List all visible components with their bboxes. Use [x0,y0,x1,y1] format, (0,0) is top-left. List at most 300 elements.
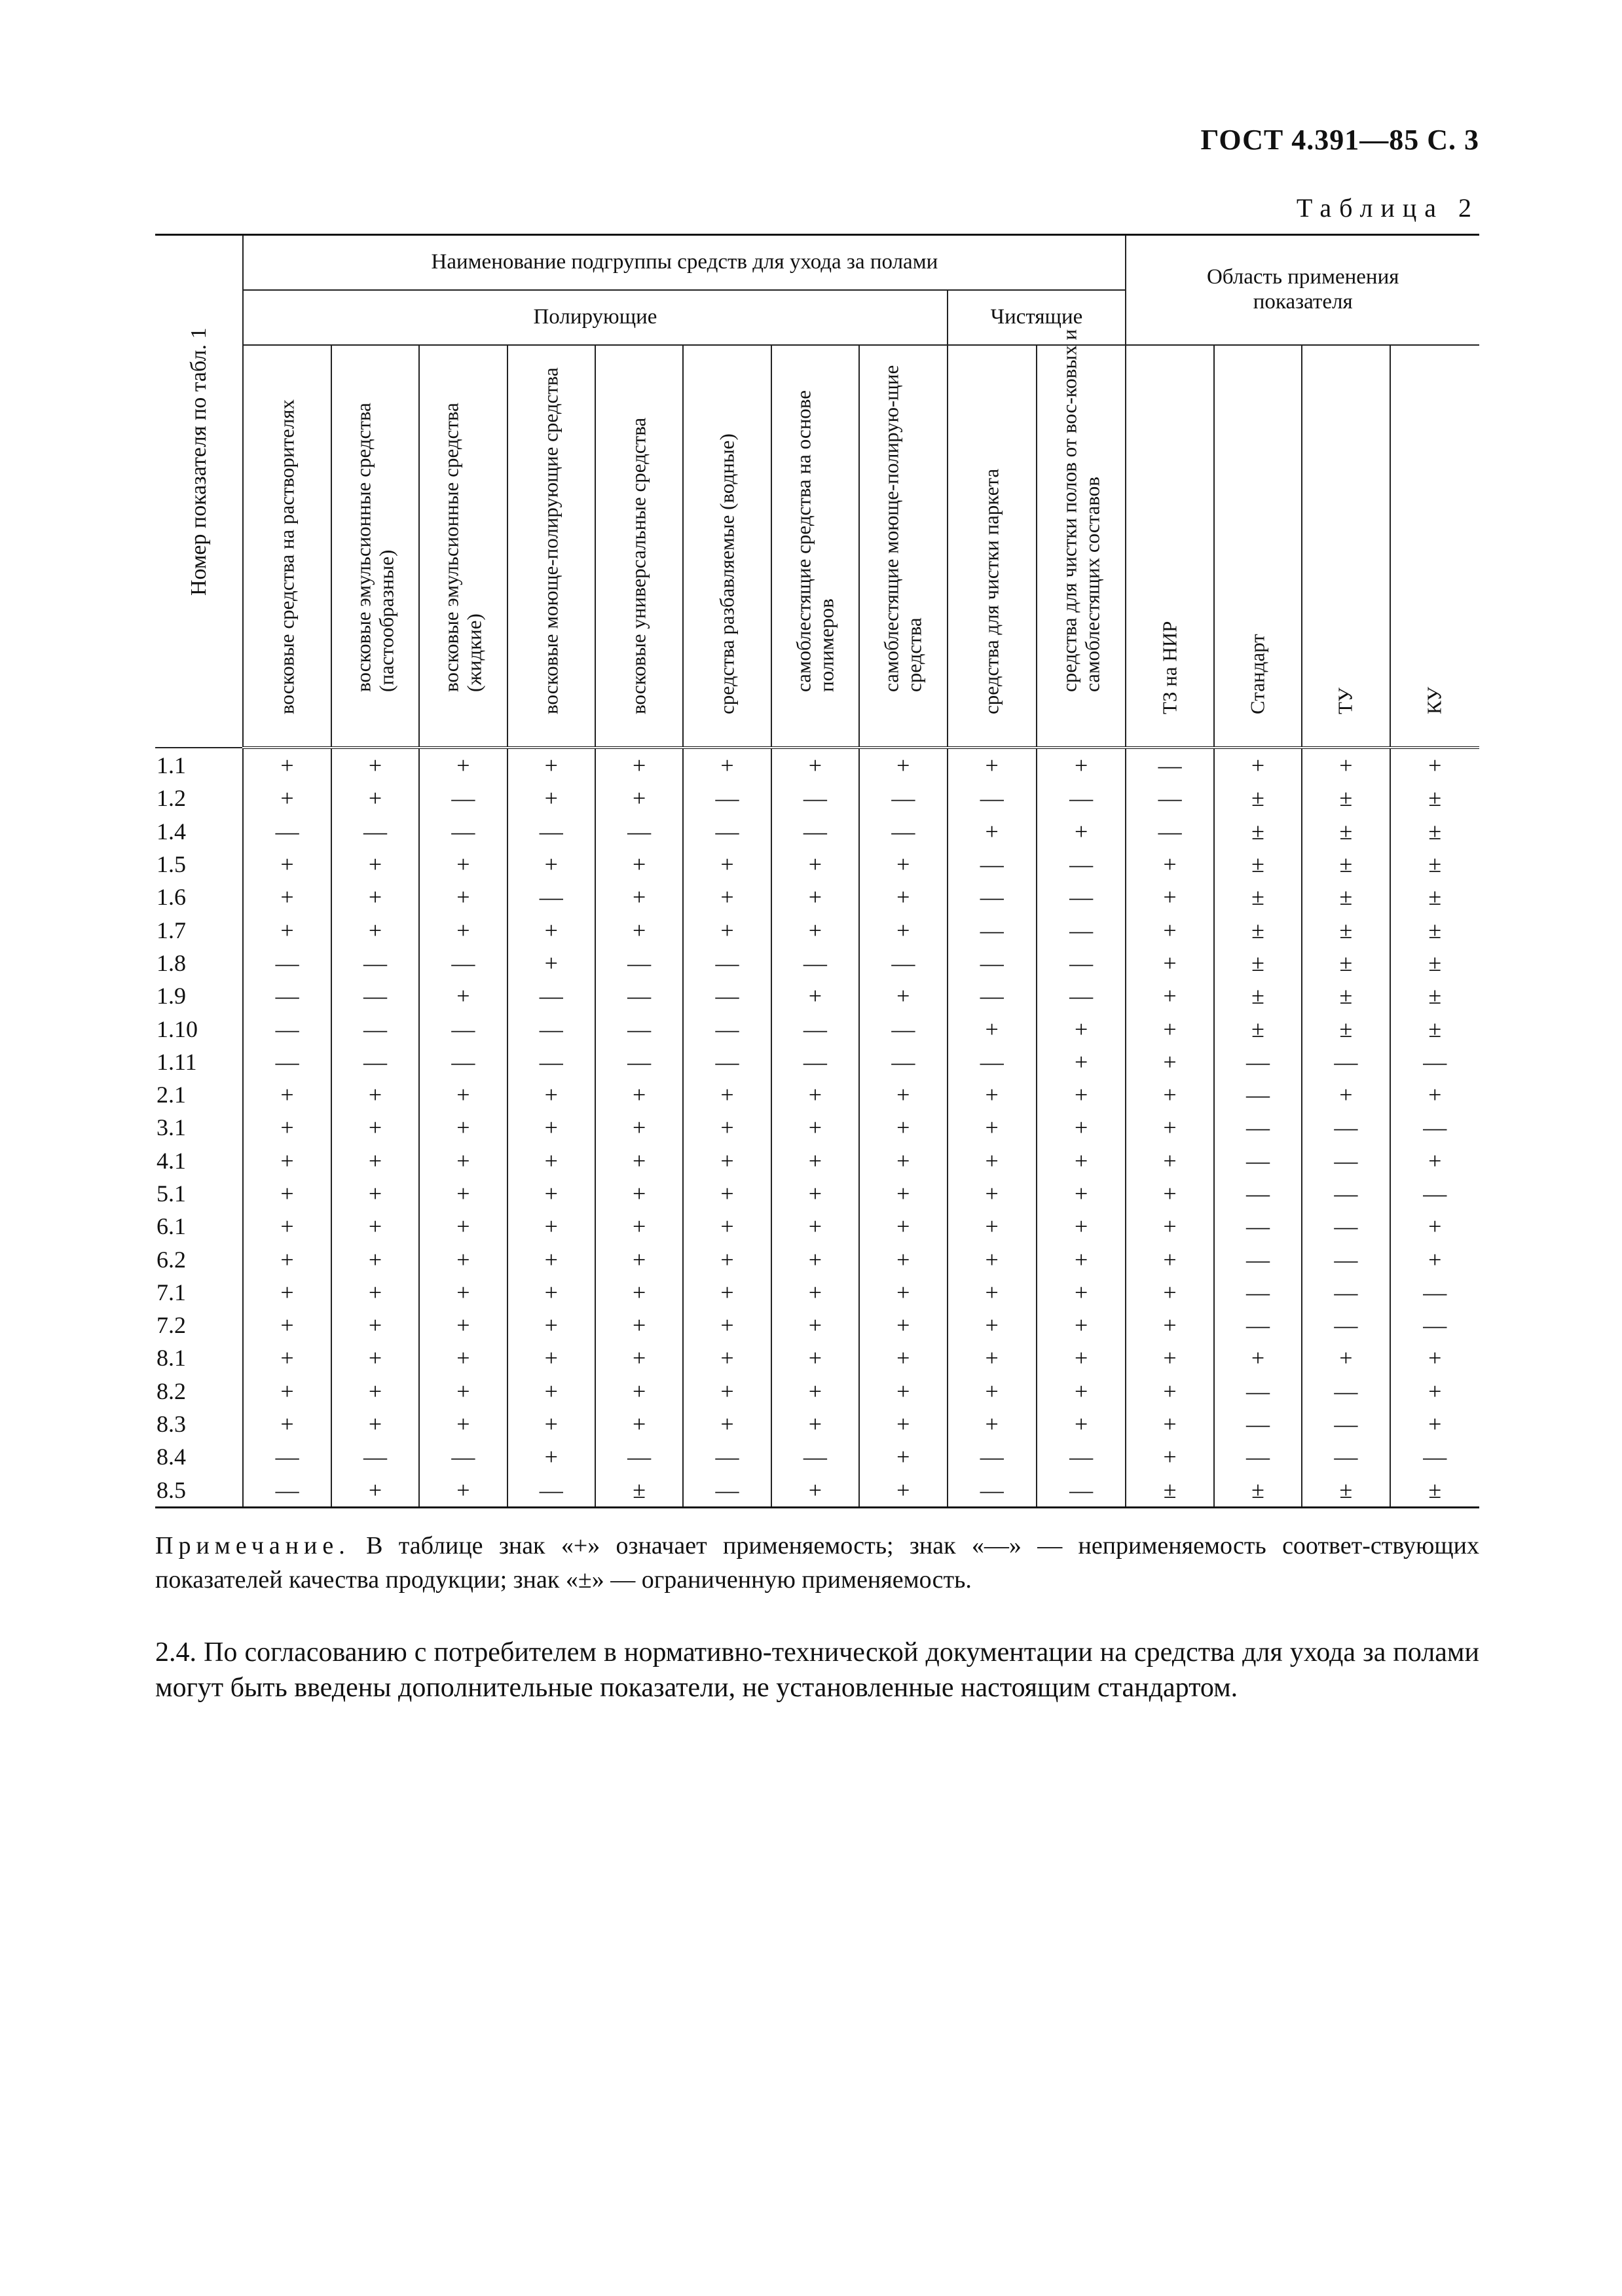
table-cell: ± [1214,815,1302,848]
table-cell: — [419,1046,507,1078]
table-cell: + [771,913,859,946]
table-cell: — [683,947,771,979]
table-cell: ± [1390,881,1479,913]
table-cell: + [948,1276,1037,1309]
table-cell: — [1390,1309,1479,1341]
table-cell: + [859,1177,947,1210]
table-cell: — [1037,979,1126,1012]
table-cell: — [1302,1408,1390,1440]
table-cell: — [507,1012,595,1045]
table-cell: + [419,1210,507,1243]
table-label: Таблица 2 [1296,193,1479,223]
paragraph-2-4: 2.4. По согласованию с потребителем в нормативно-технической документации на средства для ухода за полами могут быть введены дополнительные показатели, не установленные настоящим стандартом. [155,1637,1479,1703]
table-cell: + [507,913,595,946]
column-header-text: Стандарт [1245,634,1269,715]
table-cell: — [331,947,419,979]
table-cell: + [507,1309,595,1341]
table-cell: — [507,881,595,913]
table-cell: ± [595,1474,683,1508]
table-cell: + [507,1177,595,1210]
column-header-text: восковые средства на растворителях [275,399,299,715]
table-cell: + [243,1408,331,1440]
table-row [155,1341,1479,1374]
row-number-cell: 7.1 [157,1279,186,1305]
table-cell: — [507,979,595,1012]
table-cell: + [331,782,419,814]
table-cell: + [243,1276,331,1309]
table-cell: + [507,1408,595,1440]
table-cell: — [948,913,1037,946]
table-cell: ± [1302,979,1390,1012]
table-cell: + [419,1243,507,1275]
row-number-cell: 8.5 [155,1474,243,1508]
table-cell: + [1390,1243,1479,1275]
table-cell: + [1390,1408,1479,1440]
table-cell: — [1214,1210,1302,1243]
table-cell: + [1126,1341,1213,1374]
table-cell: — [419,815,507,848]
table-cell: + [595,1111,683,1144]
table-cell: — [859,782,947,814]
table-cell: + [1302,1078,1390,1111]
table-cell: + [859,1309,947,1341]
table-cell: + [1126,1177,1213,1210]
table-cell: + [859,1341,947,1374]
table-cell: + [419,748,507,782]
table-cell: + [507,947,595,979]
table-cell: — [683,1440,771,1473]
table-row [155,1243,1479,1275]
table-cell: — [771,815,859,848]
table-cell: + [595,1144,683,1177]
table-cell: — [243,1474,331,1508]
table-cell: + [948,1408,1037,1440]
table-cell: + [1390,1144,1479,1177]
table-cell: + [331,1243,419,1275]
table-cell: — [948,848,1037,881]
table-cell: + [1037,1177,1126,1210]
table-cell: ± [1390,1474,1479,1508]
table-cell: + [683,1111,771,1144]
column-header [859,345,947,748]
table-cell: + [948,748,1037,782]
table-cell: + [683,748,771,782]
table-cell: ± [1390,1012,1479,1045]
table-cell: — [243,1012,331,1045]
table-cell: — [331,1012,419,1045]
table-cell: + [1126,1309,1213,1341]
column-header-text: восковые эмульсионные средства (пастообразные) [352,402,397,692]
table-cell: — [1302,1144,1390,1177]
table-cell: — [771,1440,859,1473]
table-row [155,1309,1479,1341]
table-cell: — [1302,1210,1390,1243]
row-number-cell: 1.1 [157,752,186,778]
table-cell: — [948,881,1037,913]
table-row [155,979,1479,1012]
table-cell: — [331,1046,419,1078]
table-cell: — [1390,1177,1479,1210]
table-cell: ± [1214,848,1302,881]
table-cell: — [1302,1046,1390,1078]
table-cell: — [948,947,1037,979]
table-row [155,881,1479,913]
table-cell: ± [1302,782,1390,814]
column-header-text: самоблестящие средства на основе полимеров [792,390,838,692]
scope-header [1126,235,1479,346]
table-cell: + [1126,848,1213,881]
table-cell: — [1214,1440,1302,1473]
table-cell: + [1037,1012,1126,1045]
table-cell: — [419,1440,507,1473]
table-cell: — [683,782,771,814]
table-cell: + [595,1210,683,1243]
column-header [1390,345,1479,748]
table-cell: + [243,748,331,782]
table-cell: + [419,1341,507,1374]
table-cell: ± [1302,913,1390,946]
table-cell: ± [1390,848,1479,881]
table-cell: + [859,1111,947,1144]
table-cell: — [1126,748,1213,782]
table-row [155,848,1479,881]
table-cell: + [331,1078,419,1111]
table-cell: + [771,1341,859,1374]
table-cell: + [771,1375,859,1408]
row-number-cell: 1.2 [157,785,186,812]
table-cell: ± [1214,979,1302,1012]
table-cell: — [419,1012,507,1045]
table-cell: — [683,1474,771,1508]
row-number-cell: 5.1 [157,1180,186,1207]
table-cell: — [948,1440,1037,1473]
table-cell: ± [1214,782,1302,814]
table-cell: — [683,1046,771,1078]
table-row [155,782,1479,814]
table-cell: + [771,1474,859,1508]
table-cell: + [859,748,947,782]
table-cell: + [507,782,595,814]
table-cell: + [859,1144,947,1177]
table-cell: + [1126,1276,1213,1309]
table-cell: + [331,1408,419,1440]
column-header-text: КУ [1422,687,1446,715]
table-cell: + [1214,748,1302,782]
table-cell: — [1126,782,1213,814]
table-cell: — [948,782,1037,814]
table-cell: + [595,913,683,946]
row-number-cell: 8.1 [157,1345,186,1372]
table-cell: + [683,881,771,913]
table-cell: — [1214,1276,1302,1309]
table-cell: + [1126,1078,1213,1111]
row-number-cell: 8.4 [157,1444,186,1470]
table-cell: ± [1214,913,1302,946]
table-cell: + [1126,1408,1213,1440]
table-cell: + [683,1408,771,1440]
table-cell: — [1390,1111,1479,1144]
table-row [155,1440,1479,1473]
table-cell: — [1037,913,1126,946]
column-header-text: восковые универсальные средства [627,418,650,715]
table-cell: + [331,1341,419,1374]
table-cell: — [1214,1078,1302,1111]
table-cell: + [771,1111,859,1144]
table-cell: — [948,1046,1037,1078]
row-number-cell: 1.7 [157,917,186,943]
table-cell: + [1037,1144,1126,1177]
table-cell: ± [1390,815,1479,848]
table-cell: — [1214,1375,1302,1408]
row-number-cell: 2.1 [157,1082,186,1108]
table-cell: + [1037,1309,1126,1341]
table-cell: + [331,1111,419,1144]
table-cell: + [859,1210,947,1243]
table-cell: + [331,1177,419,1210]
table-cell: ± [1214,881,1302,913]
column-header [948,345,1037,748]
table-cell: — [1302,1440,1390,1473]
table-cell: ± [1390,979,1479,1012]
table-cell: + [1126,1210,1213,1243]
table-cell: + [507,1144,595,1177]
table-cell: — [1037,1440,1126,1473]
row-number-header [155,235,243,748]
table-row [155,815,1479,848]
table-cell: + [859,913,947,946]
table-cell: + [1037,1046,1126,1078]
table-cell: — [1037,1474,1126,1508]
table-cell: + [1390,1341,1479,1374]
table-cell: + [771,1144,859,1177]
table-cell: + [595,881,683,913]
row-number-cell: 4.1 [157,1147,186,1174]
table-cell: + [1390,748,1479,782]
table-cell: — [1302,1111,1390,1144]
table-cell: + [595,1309,683,1341]
column-header [683,345,771,748]
row-number-cell: 7.2 [157,1312,186,1339]
table-cell: + [507,748,595,782]
row-number-cell: 1.9 [157,983,186,1010]
table-cell: + [771,848,859,881]
table-cell: + [1126,1243,1213,1275]
table-cell: ± [1390,782,1479,814]
row-number-cell: 1.8 [157,949,186,976]
table-cell: + [507,1111,595,1144]
table-cell: + [771,1078,859,1111]
table-cell: + [683,1177,771,1210]
table-cell: + [595,748,683,782]
table-cell: + [1126,979,1213,1012]
document-header: ГОСТ 4.391—85 С. 3 [1200,124,1479,156]
table-cell: + [771,1408,859,1440]
table-cell: — [859,815,947,848]
table-cell: — [595,815,683,848]
row-number-cell: 1.5 [157,851,186,878]
table-cell: + [507,1210,595,1243]
table-cell: + [243,1177,331,1210]
row-number-cell: 6.1 [157,1213,186,1240]
table-cell: — [1390,1440,1479,1473]
table-cell: — [1214,1046,1302,1078]
table-cell: + [948,1243,1037,1275]
table-cell: + [419,1177,507,1210]
table-cell: ± [1302,1012,1390,1045]
table-cell: + [243,1144,331,1177]
note-text: В таблице знак «+» означает применяемость; знак «—» — неприменяемость соответ-ствующих показателей качества продукции; знак «±» — ограниченную применяемость. [155,1532,1479,1594]
table-cell: + [1037,815,1126,848]
table-cell: — [1126,815,1213,848]
table-cell: + [859,1440,947,1473]
table-cell: + [1037,1243,1126,1275]
table-cell: + [1390,1078,1479,1111]
table-cell: + [243,1341,331,1374]
table-cell: + [419,1474,507,1508]
scope-header-text: Область применения показателя [1206,265,1399,314]
table-cell: + [683,848,771,881]
table-cell: + [683,1341,771,1374]
table-container [155,234,1479,1508]
table-cell: + [243,782,331,814]
row-number-cell: 8.3 [157,1411,186,1438]
table-cell: + [1037,1078,1126,1111]
table-cell: + [683,1309,771,1341]
table-cell: + [1126,881,1213,913]
table-row [155,1078,1479,1111]
table-cell: — [1302,1177,1390,1210]
table-cell: — [1214,1243,1302,1275]
table-cell: + [1214,1341,1302,1374]
table-cell: + [859,881,947,913]
table-cell: — [859,947,947,979]
table-cell: — [507,1046,595,1078]
table-cell: — [948,1474,1037,1508]
group-header: Наименование подгруппы средств для ухода за полами [243,235,1126,291]
table-cell: + [1037,748,1126,782]
table-cell: + [683,1144,771,1177]
table-cell: + [948,815,1037,848]
table-cell: — [331,815,419,848]
row-number-cell: 1.10 [157,1015,198,1042]
row-number-cell: 1.11 [157,1048,197,1075]
table-cell: — [771,1046,859,1078]
table-cell: — [683,979,771,1012]
table-cell: — [243,815,331,848]
note-lead: Примечание. [155,1532,350,1559]
table-cell: + [1302,1341,1390,1374]
table-cell: + [507,1375,595,1408]
table-cell: + [771,881,859,913]
table-cell: + [595,1375,683,1408]
table-cell: + [859,1078,947,1111]
table-cell: — [859,1012,947,1045]
table-cell: + [1037,1210,1126,1243]
table-cell: + [595,1078,683,1111]
table-cell: + [419,881,507,913]
row-number-cell: 3.1 [157,1114,186,1141]
table-cell: + [331,1210,419,1243]
table-cell: ± [1302,1474,1390,1508]
table-cell: — [1390,1046,1479,1078]
column-header-text: самоблестящие моюще-полирую-щие средства [879,365,926,692]
column-header [243,345,331,748]
table-cell: + [419,1111,507,1144]
table-cell: + [948,1375,1037,1408]
table-cell: + [419,1309,507,1341]
table-row [155,1210,1479,1243]
column-header [507,345,595,748]
table-cell: + [771,1276,859,1309]
row-number-header-text: Номер показателя по табл. 1 [186,327,211,596]
table-cell: + [1126,1111,1213,1144]
table-cell: + [507,1341,595,1374]
table-cell: ± [1214,1474,1302,1508]
polishing-header: Полирующие [243,290,947,345]
table-cell: + [595,848,683,881]
table-cell: + [331,1375,419,1408]
table-cell: + [948,1210,1037,1243]
table-cell: — [771,947,859,979]
table-cell: + [859,1474,947,1508]
table-cell: — [1390,1276,1479,1309]
table-cell: + [771,748,859,782]
table-cell: + [331,1474,419,1508]
table-cell: + [948,1341,1037,1374]
row-number-cell: 1.6 [157,884,186,911]
table-cell: + [331,848,419,881]
table-cell: + [595,1177,683,1210]
table-cell: + [243,1111,331,1144]
table-cell: ± [1302,815,1390,848]
table-cell: ± [1214,1012,1302,1045]
table-cell: + [419,1375,507,1408]
table-cell: + [1126,913,1213,946]
table-cell: + [859,979,947,1012]
table-cell: + [1037,1375,1126,1408]
table-row [155,1177,1479,1210]
table-cell: + [507,848,595,881]
table-cell: + [859,848,947,881]
table-cell: + [1037,1276,1126,1309]
table-cell: — [859,1046,947,1078]
table-cell: — [595,1440,683,1473]
column-header-text: ТУ [1334,687,1357,715]
table-cell: + [507,1243,595,1275]
table-cell: + [948,1111,1037,1144]
table-cell: — [243,1046,331,1078]
table-cell: + [507,1440,595,1473]
table-cell: + [595,1408,683,1440]
table-cell: ± [1214,947,1302,979]
table-cell: + [419,1078,507,1111]
table-cell: + [859,1375,947,1408]
table-cell: — [948,979,1037,1012]
table-row [155,1012,1479,1045]
table-cell: + [419,848,507,881]
table-cell: + [419,1276,507,1309]
table-cell: + [948,1309,1037,1341]
table-cell: + [507,1276,595,1309]
table-cell: + [1037,1408,1126,1440]
table-cell: + [243,1309,331,1341]
table-cell: ± [1302,881,1390,913]
table-row [155,1111,1479,1144]
table-cell: — [507,1474,595,1508]
table-cell: ± [1302,848,1390,881]
table-cell: + [948,1078,1037,1111]
table-cell: — [243,947,331,979]
